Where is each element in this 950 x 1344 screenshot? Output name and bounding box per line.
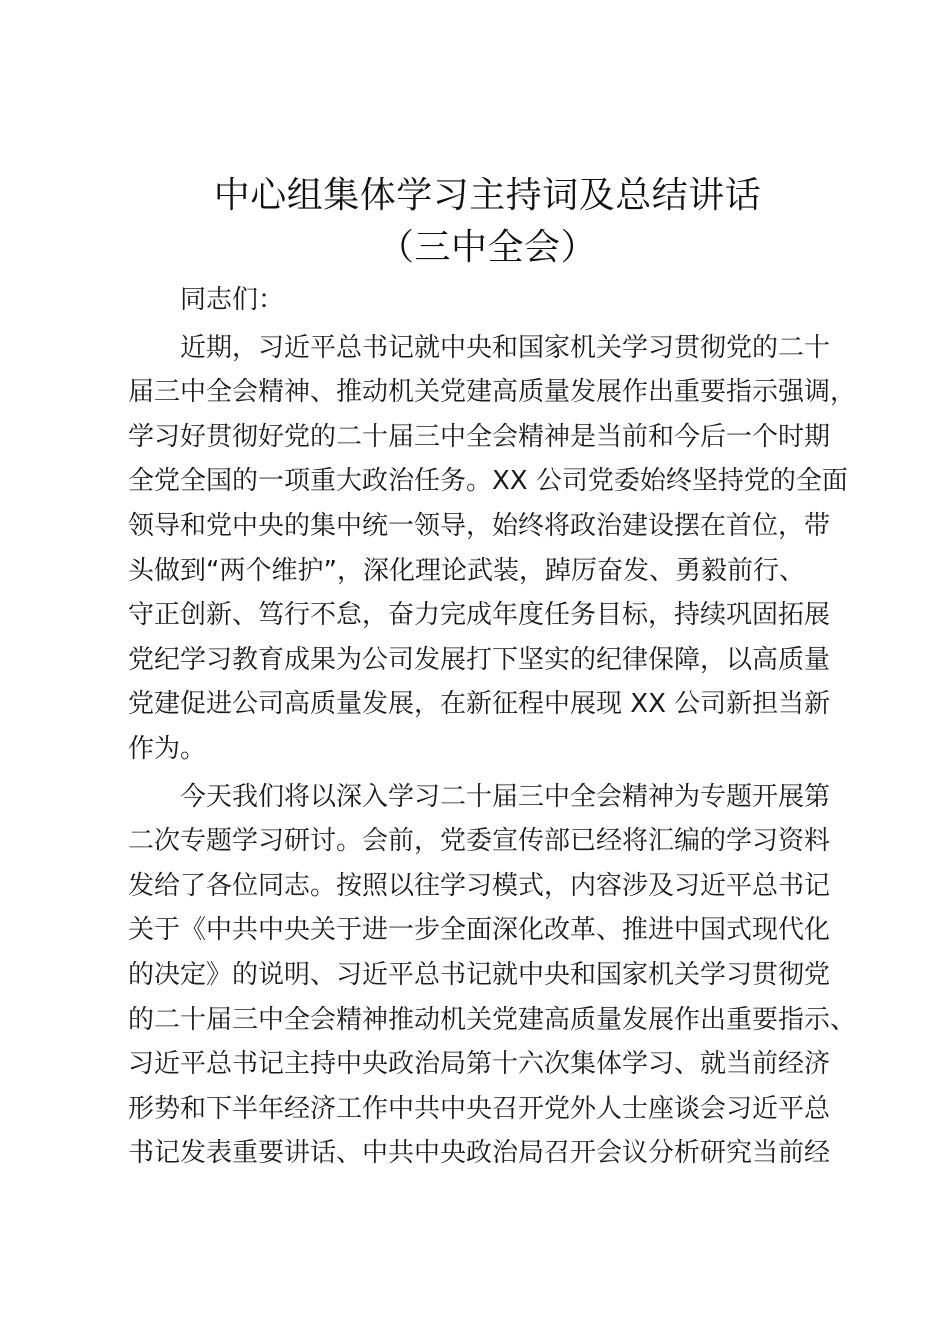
- paragraph-line: 作为。: [128, 733, 207, 764]
- paragraph-line: 领导和党中央的集中统一领导，始终将政治建设摆在首位，带: [128, 510, 831, 541]
- paragraph-line: 党建促进公司高质量发展，在新征程中展现 XX 公司新担当新: [128, 689, 831, 720]
- paragraph-line: 二次专题学习研讨。会前，党委宣传部已经将汇编的学习资料: [128, 826, 831, 857]
- paragraph-line: 的二十届三中全会精神推动机关党建高质量发展作出重要指示、: [128, 1004, 857, 1035]
- title-line-main: 中心组集体学习主持词及总结讲话: [213, 175, 762, 216]
- paragraph-line: 的决定》的说明、习近平总书记就中央和国家机关学习贯彻党: [128, 959, 831, 990]
- paragraph-line: 届三中全会精神、推动机关党建高质量发展作出重要指示强调，: [128, 377, 857, 408]
- document-body: [128, 278, 858, 1176]
- paragraph-line: 党纪学习教育成果为公司发展打下坚实的纪律保障，以高质量: [128, 644, 831, 675]
- paragraph-line: 今天我们将以深入学习二十届三中全会精神为专题开展第: [180, 781, 831, 812]
- salutation: 同志们：: [180, 285, 285, 315]
- paragraph-line: 头做到“两个维护”，深化理论武装，踔厉奋发、勇毅前行、: [128, 555, 805, 586]
- paragraph-line: 发给了各位同志。按照以往学习模式，内容涉及习近平总书记: [128, 870, 831, 901]
- paragraph-line: 守正创新、笃行不怠，奋力完成年度任务目标，持续巩固拓展: [128, 600, 831, 631]
- document-title: [0, 170, 950, 274]
- paragraph-line: 习近平总书记主持中央政治局第十六次集体学习、就当前经济: [128, 1049, 831, 1080]
- paragraph-2: [128, 775, 858, 1176]
- paragraph-line: 近期，习近平总书记就中央和国家机关学习贯彻党的二十: [180, 332, 831, 363]
- paragraph-line: 形势和下半年经济工作中共中央召开党外人士座谈会习近平总: [128, 1093, 831, 1124]
- paragraph-line: 书记发表重要讲话、中共中央政治局召开会议分析研究当前经: [128, 1138, 831, 1169]
- paragraph-line: 全党全国的一项重大政治任务。XX 公司党委始终坚持党的全面: [128, 466, 848, 497]
- paragraph-line: 关于《中共中央关于进一步全面深化改革、推进中国式现代化: [128, 915, 831, 946]
- title-line-subtitle: （三中全会）: [377, 227, 597, 268]
- paragraph-1: [128, 326, 858, 772]
- paragraph-line: 学习好贯彻好党的二十届三中全会精神是当前和今后一个时期: [128, 421, 831, 452]
